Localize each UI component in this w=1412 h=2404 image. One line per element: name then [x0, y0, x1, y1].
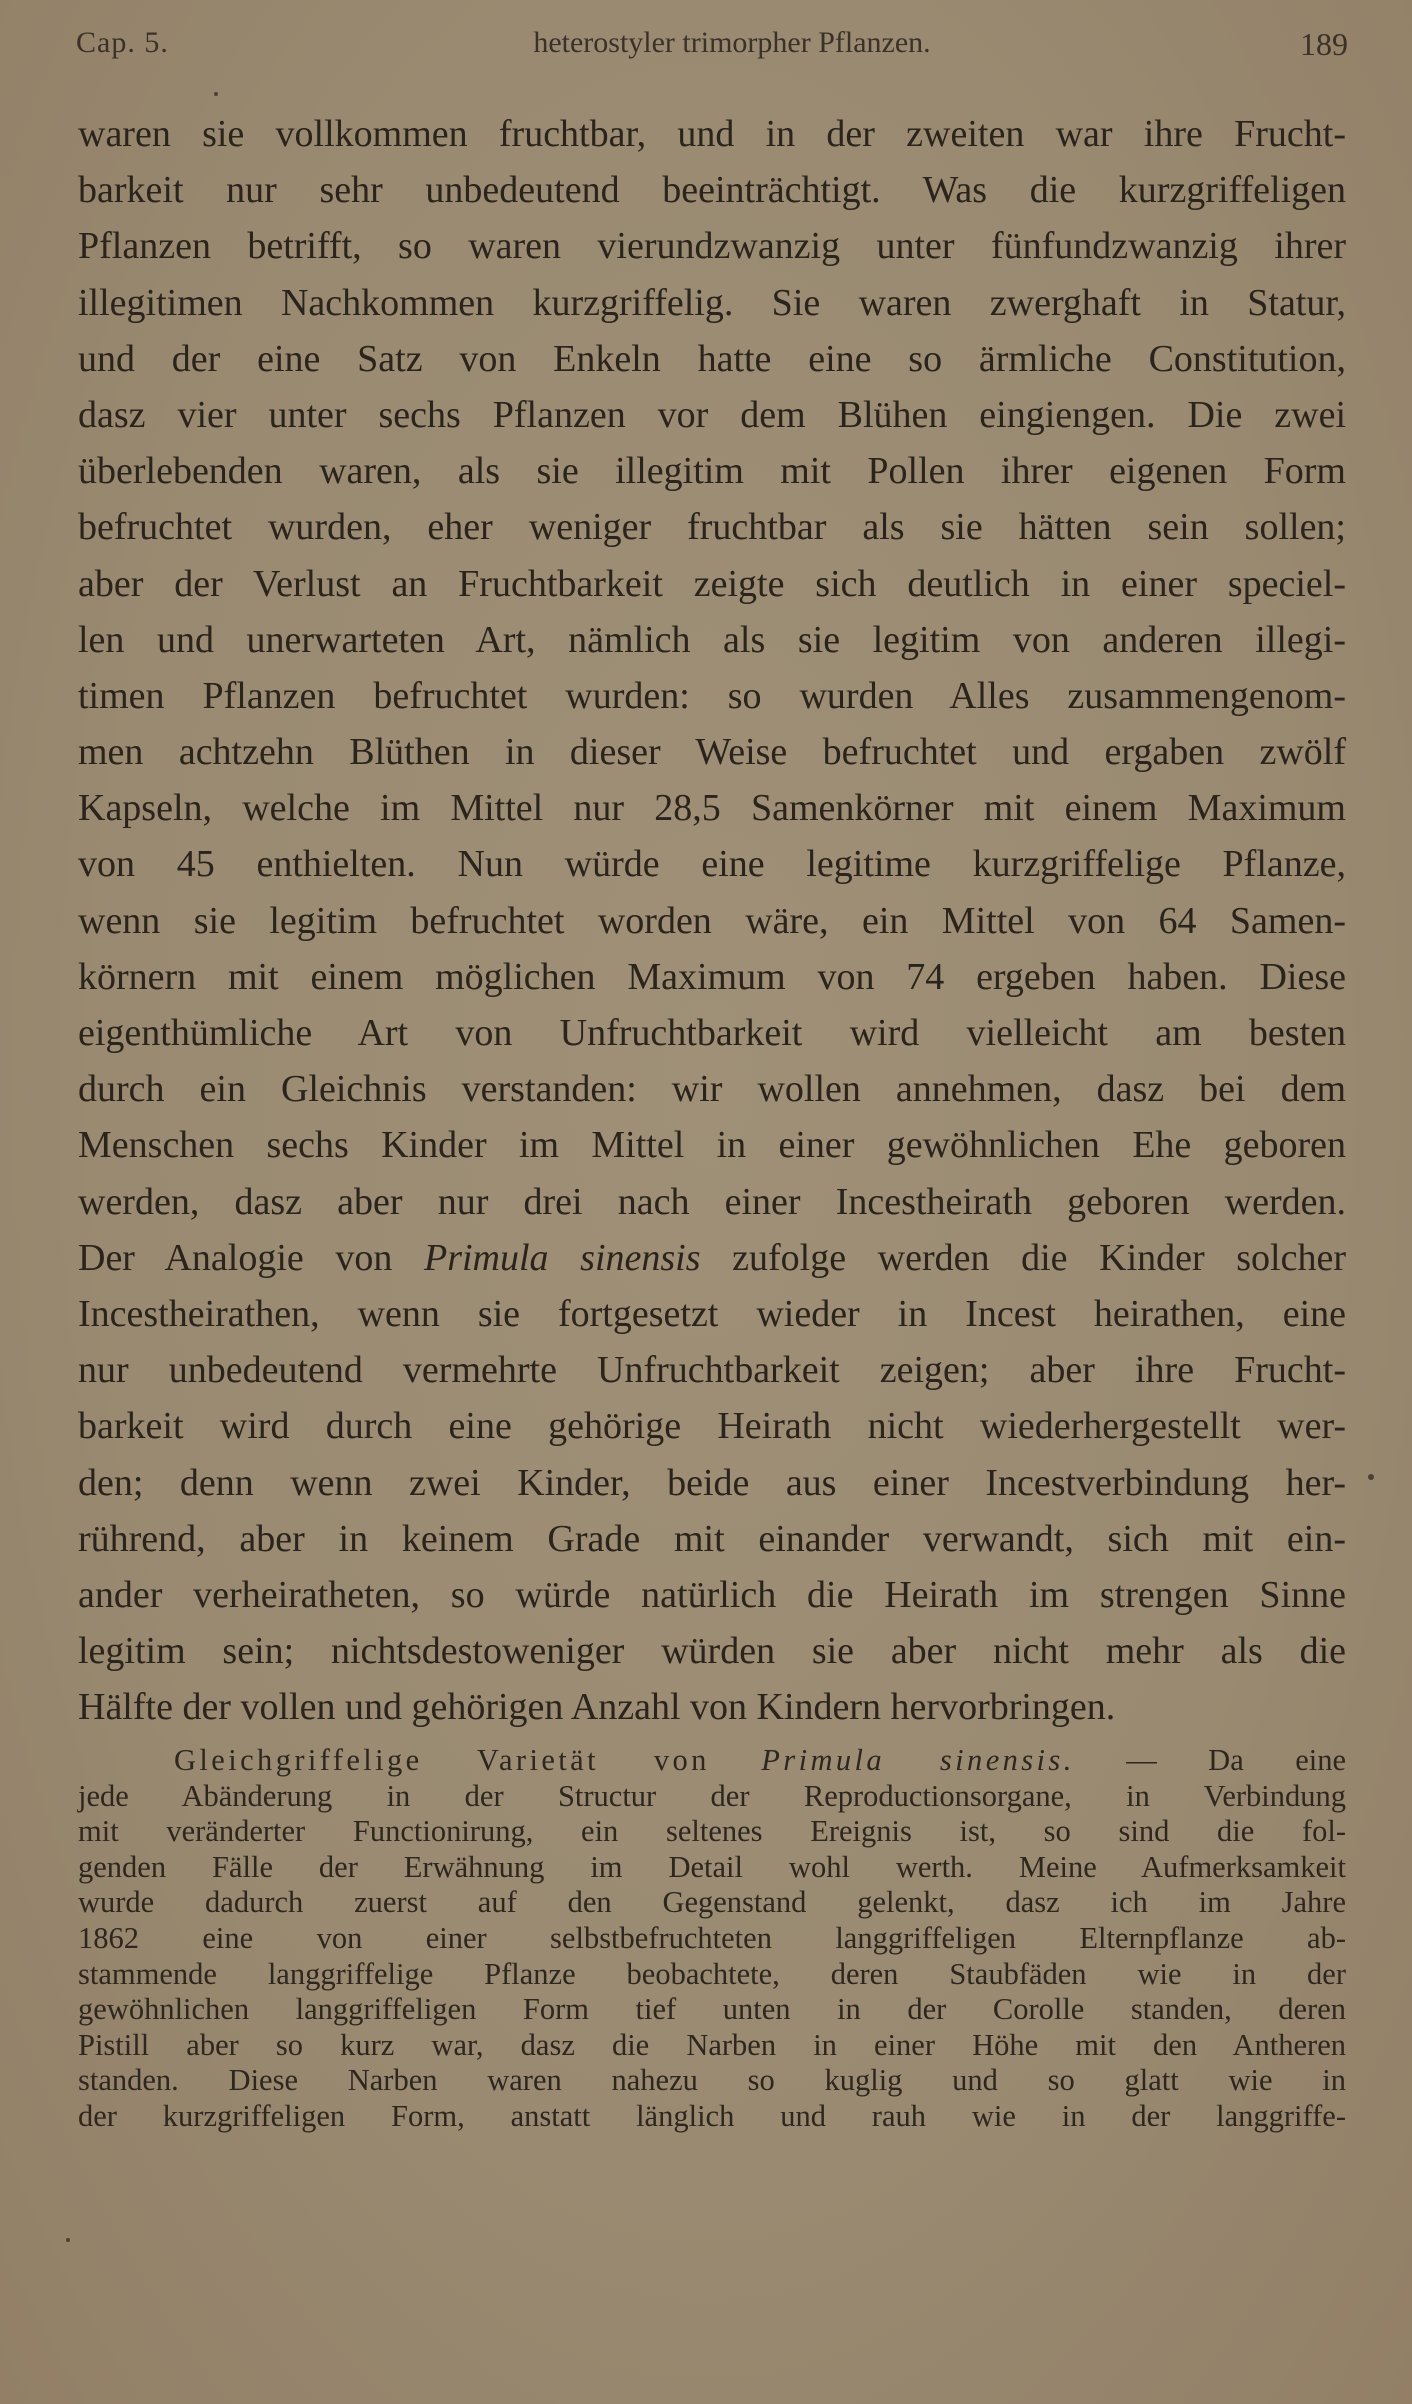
text-line: eigenthümliche Art von Unfruchtbarkeit wird vielleicht am besten	[78, 1012, 1346, 1054]
text-line: men achtzehn Blüthen in dieser Weise befruchtet und ergaben zwölf	[78, 731, 1346, 774]
text-line: timen Pflanzen befruchtet wurden: so wurden Alles zusammengenom-	[78, 674, 1346, 717]
chapter-label: Cap. 5.	[76, 26, 169, 59]
text-segment: — Da eine	[1074, 1743, 1346, 1777]
species-name: Primula sinensis	[423, 1236, 701, 1279]
text-line: rührend, aber in keinem Grade mit einander verwandt, sich mit ein-	[78, 1517, 1346, 1560]
text-line-with-italic	[78, 1230, 1346, 1286]
text-line: legitim sein; nichtsdestoweniger würden sie aber nicht mehr als die	[78, 1630, 1346, 1673]
text-line: dasz vier unter sechs Pflanzen vor dem Blühen eingiengen. Die zwei	[78, 393, 1346, 436]
page-number: 189	[1300, 26, 1348, 62]
note-line: genden Fälle der Erwähnung im Detail wohl werth. Meine Aufmerksamkeit	[78, 1849, 1346, 1884]
note-heading-line	[78, 1743, 1346, 1779]
note-line: gewöhnlichen langgriffeligen Form tief unten in der Corolle standen, deren	[78, 1992, 1346, 2027]
text-line: ander verheiratheten, so würde natürlich die Heirath im strengen Sinne	[78, 1573, 1346, 1616]
note-line: jede Abänderung in der Structur der Reproductionsorgane, in Verbindung	[78, 1778, 1346, 1813]
note-line: standen. Diese Narben waren nahezu so kuglig und so glatt wie in	[78, 2063, 1346, 2098]
text-line: nur unbedeutend vermehrte Unfruchtbarkeit zeigen; aber ihre Frucht-	[78, 1349, 1346, 1392]
note-line: der kurzgriffeligen Form, anstatt länglich und rauh wie in der langgriffe-	[78, 2098, 1346, 2133]
text-line: den; denn wenn zwei Kinder, beide aus einer Incestverbindung her-	[78, 1461, 1346, 1504]
running-title: heterostyler trimorpher Pflanzen.	[533, 26, 931, 59]
text-line: und der eine Satz von Enkeln hatte eine so ärmliche Constitution,	[78, 337, 1346, 380]
margin-speck	[214, 92, 218, 96]
text-line: len und unerwarteten Art, nämlich als sie legitim von anderen illegi-	[78, 618, 1346, 661]
note-line: Pistill aber so kurz war, dasz die Narben in einer Höhe mit den Antheren	[78, 2027, 1346, 2062]
text-line: von 45 enthielten. Nun würde eine legitime kurzgriffelige Pflanze,	[78, 843, 1346, 886]
text-line: barkeit wird durch eine gehörige Heirath nicht wiederhergestellt wer-	[78, 1405, 1346, 1448]
text-segment: Der Analogie von	[78, 1236, 424, 1279]
text-line: befruchtet wurden, eher weniger fruchtbar als sie hätten sein sollen;	[78, 506, 1346, 549]
note-line: 1862 eine von einer selbstbefruchteten langgriffeligen Elternpflanze ab-	[78, 1920, 1346, 1955]
text-line: Incestheirathen, wenn sie fortgesetzt wieder in Incest heirathen, eine	[78, 1292, 1346, 1335]
text-line: Pflanzen betrifft, so waren vierundzwanzig unter fünfundzwanzig ihrer	[78, 225, 1346, 268]
text-line: barkeit nur sehr unbedeutend beeinträchtigt. Was die kurzgriffeligen	[78, 169, 1346, 212]
text-line: körnern mit einem möglichen Maximum von 74 ergeben haben. Diese	[78, 955, 1346, 998]
text-line: durch ein Gleichnis verstanden: wir wollen annehmen, dasz bei dem	[78, 1068, 1346, 1111]
text-line: Hälfte der vollen und gehörigen Anzahl von Kindern hervorbringen.	[78, 1686, 1116, 1729]
section-note	[78, 1743, 1346, 2135]
text-line: werden, dasz aber nur drei nach einer Incestheirath geboren werden.	[78, 1180, 1346, 1223]
species-name: Primula sinensis.	[761, 1743, 1075, 1777]
margin-speck	[66, 2238, 70, 2242]
note-line: mit veränderter Functionirung, ein seltenes Ereignis ist, so sind die fol-	[78, 1814, 1346, 1849]
section-heading: Gleichgriffelige Varietät von	[174, 1743, 710, 1777]
page-header	[76, 26, 1348, 66]
main-text	[78, 106, 1346, 1735]
text-line: überlebenden waren, als sie illegitim mit Pollen ihrer eigenen Form	[78, 450, 1346, 493]
text-line: aber der Verlust an Fruchtbarkeit zeigte sich deutlich in einer speciel-	[78, 562, 1346, 605]
text-line: wenn sie legitim befruchtet worden wäre, ein Mittel von 64 Samen-	[78, 899, 1346, 942]
text-line: waren sie vollkommen fruchtbar, und in der zweiten war ihre Frucht-	[78, 113, 1346, 155]
text-line: illegitimen Nachkommen kurzgriffelig. Sie waren zwerghaft in Statur,	[78, 281, 1346, 324]
note-line: wurde dadurch zuerst auf den Gegenstand gelenkt, dasz ich im Jahre	[78, 1885, 1346, 1920]
text-line: Kapseln, welche im Mittel nur 28,5 Samenkörner mit einem Maximum	[78, 787, 1346, 830]
text-segment: zufolge werden die Kinder solcher	[700, 1236, 1346, 1279]
text-line: Menschen sechs Kinder im Mittel in einer gewöhnlichen Ehe geboren	[78, 1124, 1346, 1167]
note-line: stammende langgriffelige Pflanze beobachtete, deren Staubfäden wie in der	[78, 1956, 1346, 1991]
margin-speck	[1368, 1474, 1374, 1480]
